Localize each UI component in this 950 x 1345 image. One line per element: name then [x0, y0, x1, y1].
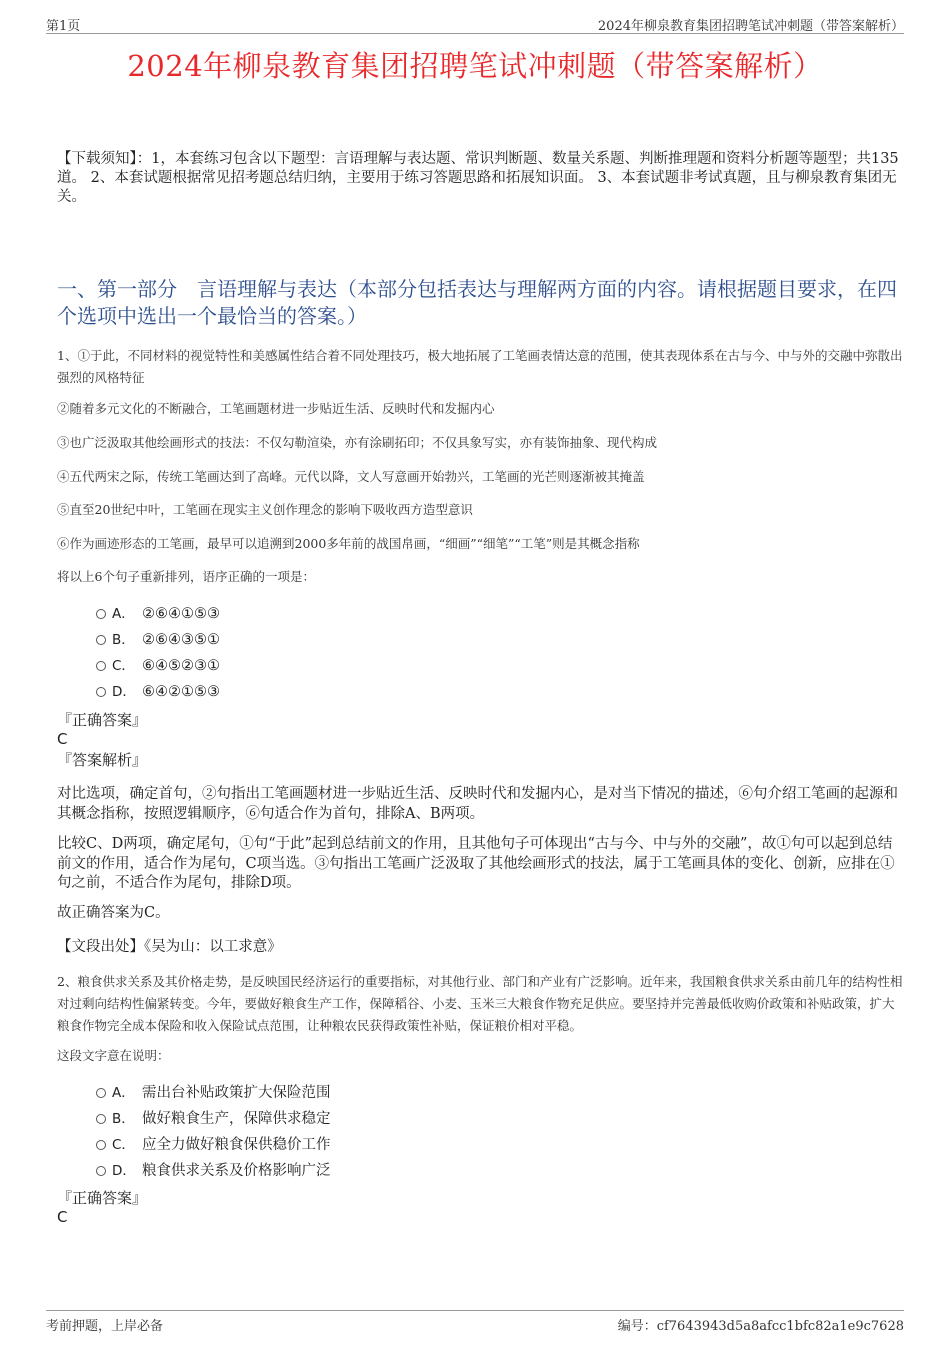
- option-key: B．: [112, 632, 135, 648]
- option-key: C．: [112, 658, 135, 674]
- footer-serial: 编号：cf7643943d5a8afcc1bfc82a1e9c7628: [617, 1319, 904, 1334]
- radio-icon[interactable]: [96, 687, 106, 697]
- page-header: [46, 14, 904, 34]
- q2-option-c[interactable]: [96, 1135, 331, 1155]
- radio-icon[interactable]: [96, 1166, 106, 1176]
- footer-slogan: 考前押题，上岸必备: [46, 1319, 164, 1334]
- option-text: ⑥④⑤②③①: [142, 658, 220, 674]
- q1-sentence-4: ④五代两宋之际，传统工笔画达到了高峰。元代以降，文人写意画开始勃兴，工笔画的光芒则逐渐被其掩盖: [57, 469, 645, 484]
- option-key: B．: [112, 1111, 135, 1127]
- q1-answer-label: 『正确答案』: [57, 711, 148, 729]
- q2-answer: C: [57, 1208, 68, 1226]
- option-text: ②⑥④①⑤③: [142, 606, 220, 622]
- q1-option-b[interactable]: [96, 630, 220, 650]
- option-key: C．: [112, 1137, 135, 1153]
- q1-option-d[interactable]: [96, 682, 220, 702]
- q1-sentence-3: ③也广泛汲取其他绘画形式的技法：不仅勾勒渲染，亦有涂刷拓印；不仅具象写实，亦有装饰抽象、现代构成: [57, 435, 658, 450]
- q1-analysis-label: 『答案解析』: [57, 751, 148, 769]
- option-text: 粮食供求关系及价格影响广泛: [142, 1163, 331, 1179]
- page-footer: [46, 1310, 904, 1334]
- q1-option-a[interactable]: [96, 604, 220, 624]
- option-text: 需出台补贴政策扩大保险范围: [142, 1085, 331, 1101]
- q1-answer: C: [57, 730, 68, 748]
- section-title: 一、第一部分 言语理解与表达（本部分包括表达与理解两方面的内容。请根据题目要求，在四个选项中选出一个最恰当的答案。）: [57, 277, 897, 328]
- q2-answer-label: 『正确答案』: [57, 1189, 148, 1207]
- option-text: ②⑥④③⑤①: [142, 632, 220, 648]
- q1-analysis-2: 比较C、D两项，确定尾句，①句“于此”起到总结前文的作用，且其他句子可体现出“古与今、中与外的交融”，故①句可以起到总结前文的作用，适合作为尾句，C项当选。③句指出工笔画广泛汲取了其他绘画形式的技法，属于工笔画具体的变化、创新，应排在①句之前，不适合作为尾句，排除D项。: [57, 836, 895, 891]
- q1-source: 【文段出处】《吴为山：以工求意》: [57, 939, 282, 955]
- option-text: 做好粮食生产，保障供求稳定: [142, 1111, 331, 1127]
- document-title: 2024年柳泉教育集团招聘笔试冲刺题（带答案解析）: [127, 49, 823, 83]
- q1-analysis-3: 故正确答案为C。: [57, 905, 170, 921]
- option-key: A．: [112, 1085, 135, 1101]
- option-text: ⑥④②①⑤③: [142, 684, 220, 700]
- q2-prompt: 这段文字意在说明：: [57, 1048, 170, 1063]
- radio-icon[interactable]: [96, 635, 106, 645]
- option-text: 应全力做好粮食保供稳价工作: [142, 1137, 331, 1153]
- download-notice: 【下载须知】：1，本套练习包含以下题型：言语理解与表达题、常识判断题、数量关系题、判断推理题和资料分析题等题型；共135道。 2、本套试题根据常见招考题总结归纳，主要用于练习答题思路和拓展知识面。 3、本套试题非考试真题，且与柳泉教育集团无关。: [57, 151, 899, 205]
- q2-option-a[interactable]: [96, 1083, 331, 1103]
- option-key: D．: [112, 684, 136, 700]
- q1-sentence-6: ⑥作为画迹形态的工笔画，最早可以追溯到2000多年前的战国帛画，“细画”“细笔”“工笔”则是其概念指称: [57, 536, 640, 551]
- q1-sentence-1: 1、①于此，不同材料的视觉特性和美感属性结合着不同处理技巧，极大地拓展了工笔画表情达意的范围，使其表现体系在古与今、中与外的交融中弥散出强烈的风格特征: [57, 348, 903, 385]
- option-key: A．: [112, 606, 135, 622]
- running-title: 2024年柳泉教育集团招聘笔试冲刺题（带答案解析）: [597, 19, 904, 34]
- radio-icon[interactable]: [96, 1114, 106, 1124]
- radio-icon[interactable]: [96, 1088, 106, 1098]
- page-number: 第1页: [46, 19, 81, 34]
- q1-analysis-1: 对比选项，确定首句，②句指出工笔画题材进一步贴近生活、反映时代和发掘内心，是对当下情况的描述，⑥句介绍工笔画的起源和其概念指称，按照逻辑顺序，⑥句适合作为首句，排除A、B两项。: [57, 786, 898, 822]
- radio-icon[interactable]: [96, 1140, 106, 1150]
- q2-option-b[interactable]: [96, 1109, 331, 1129]
- q2-stem: 2、粮食供求关系及其价格走势，是反映国民经济运行的重要指标，对其他行业、部门和产业有广泛影响。近年来，我国粮食供求关系由前几年的结构性相对过剩向结构性偏紧转变。今年，要做好粮食生产工作，保障稻谷、小麦、玉米三大粮食作物充足供应。要坚持并完善最低收购价政策和补贴政策，扩大粮食作物完全成本保险和收入保险试点范围，让种粮农民获得政策性补贴，保证粮价相对平稳。: [57, 974, 903, 1033]
- q1-option-c[interactable]: [96, 656, 220, 676]
- q1-sentence-2: ②随着多元文化的不断融合，工笔画题材进一步贴近生活、反映时代和发掘内心: [57, 401, 495, 416]
- radio-icon[interactable]: [96, 609, 106, 619]
- option-key: D．: [112, 1163, 136, 1179]
- q1-sentence-5: ⑤直至20世纪中叶，工笔画在现实主义创作理念的影响下吸收西方造型意识: [57, 502, 473, 517]
- q2-option-d[interactable]: [96, 1161, 331, 1181]
- q1-prompt: 将以上6个句子重新排列，语序正确的一项是：: [57, 569, 315, 584]
- radio-icon[interactable]: [96, 661, 106, 671]
